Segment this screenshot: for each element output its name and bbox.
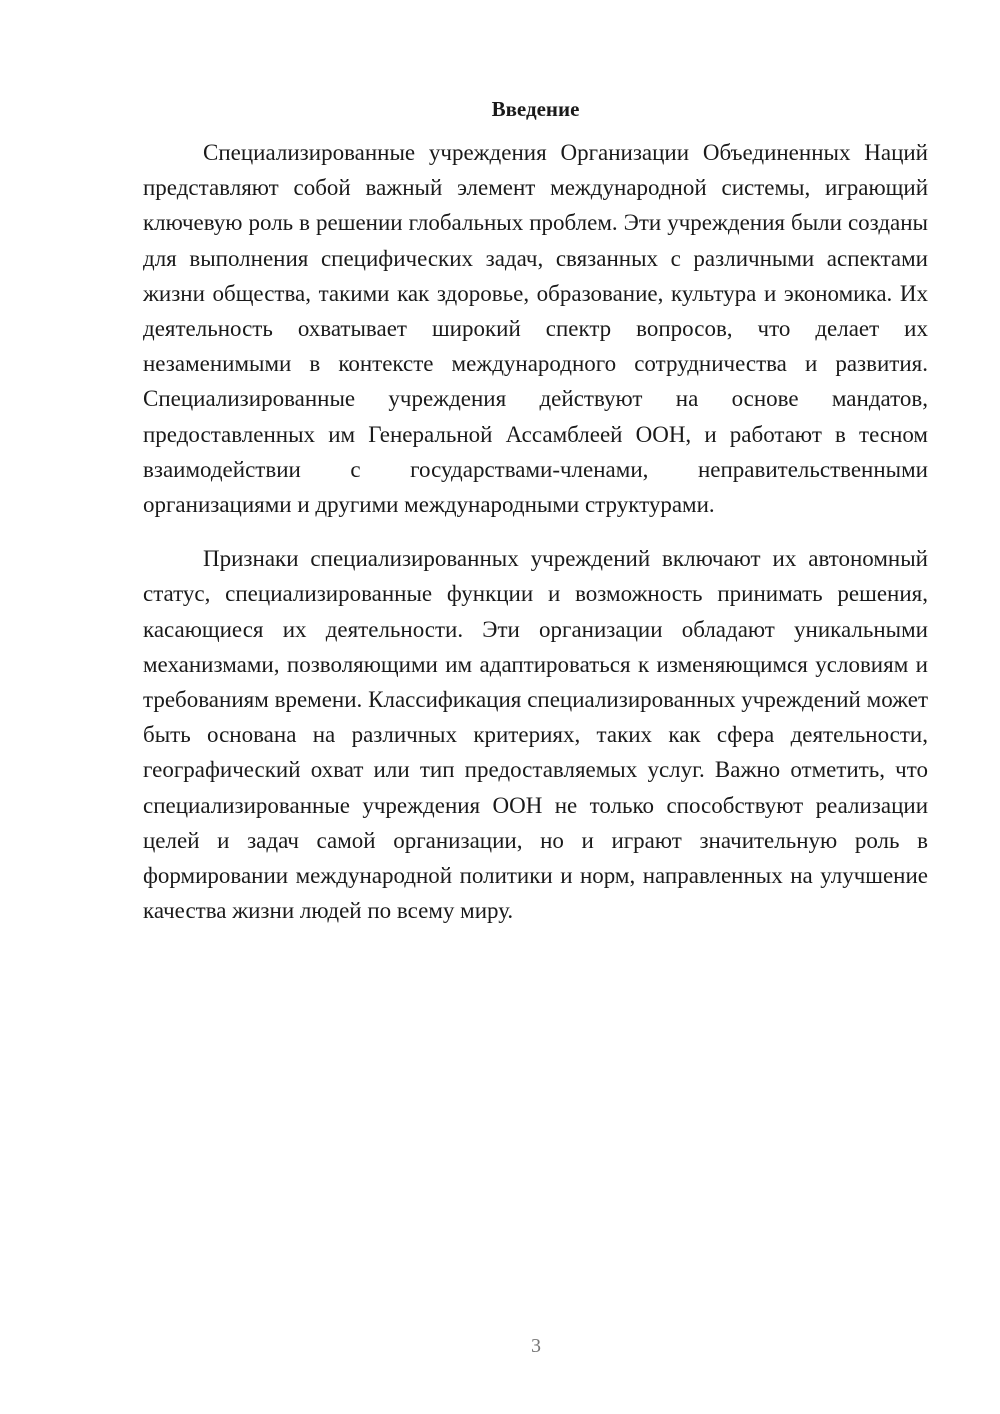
paragraph-2: Признаки специализированных учреждений включают их автономный статус, специализированные функции и возможность принимать решения, касающиеся их деятельности. Эти организации обладают уникальными механизмами, позволяющими им адаптироваться к изменяющимся условиям и требованиям времени. Классификация специализированных учреждений может быть основана на различных критериях, таких как сфера деятельности, географический охват или тип предоставляемых услуг. Важно отметить, что специализированные учреждения ООН не только способствуют реализации целей и задач самой организации, но и играют значительную роль в формировании международной политики и норм, направленных на улучшение качества жизни людей по всему миру.	[143, 546, 928, 924]
paragraph-1: Специализированные учреждения Организации Объединенных Наций представляют собой важный элемент международной системы, играющий ключевую роль в решении глобальных проблем. Эти учреждения были созданы для выполнения специфических задач, связанных с различными аспектами жизни общества, такими как здоровье, образование, культура и экономика. Их деятельность охватывает широкий спектр вопросов, что делает их незаменимыми в контексте международного сотрудничества и развития. Специализированные учреждения действуют на основе мандатов, предоставленных им Генеральной Ассамблеей ООН, и работают в тесном взаимодействии с государствами-членами, неправительственными организациями и другими международными структурами.	[143, 140, 928, 518]
section-heading: Введение	[491, 97, 580, 121]
page-number: 3	[531, 1335, 541, 1357]
page-content	[143, 92, 928, 928]
